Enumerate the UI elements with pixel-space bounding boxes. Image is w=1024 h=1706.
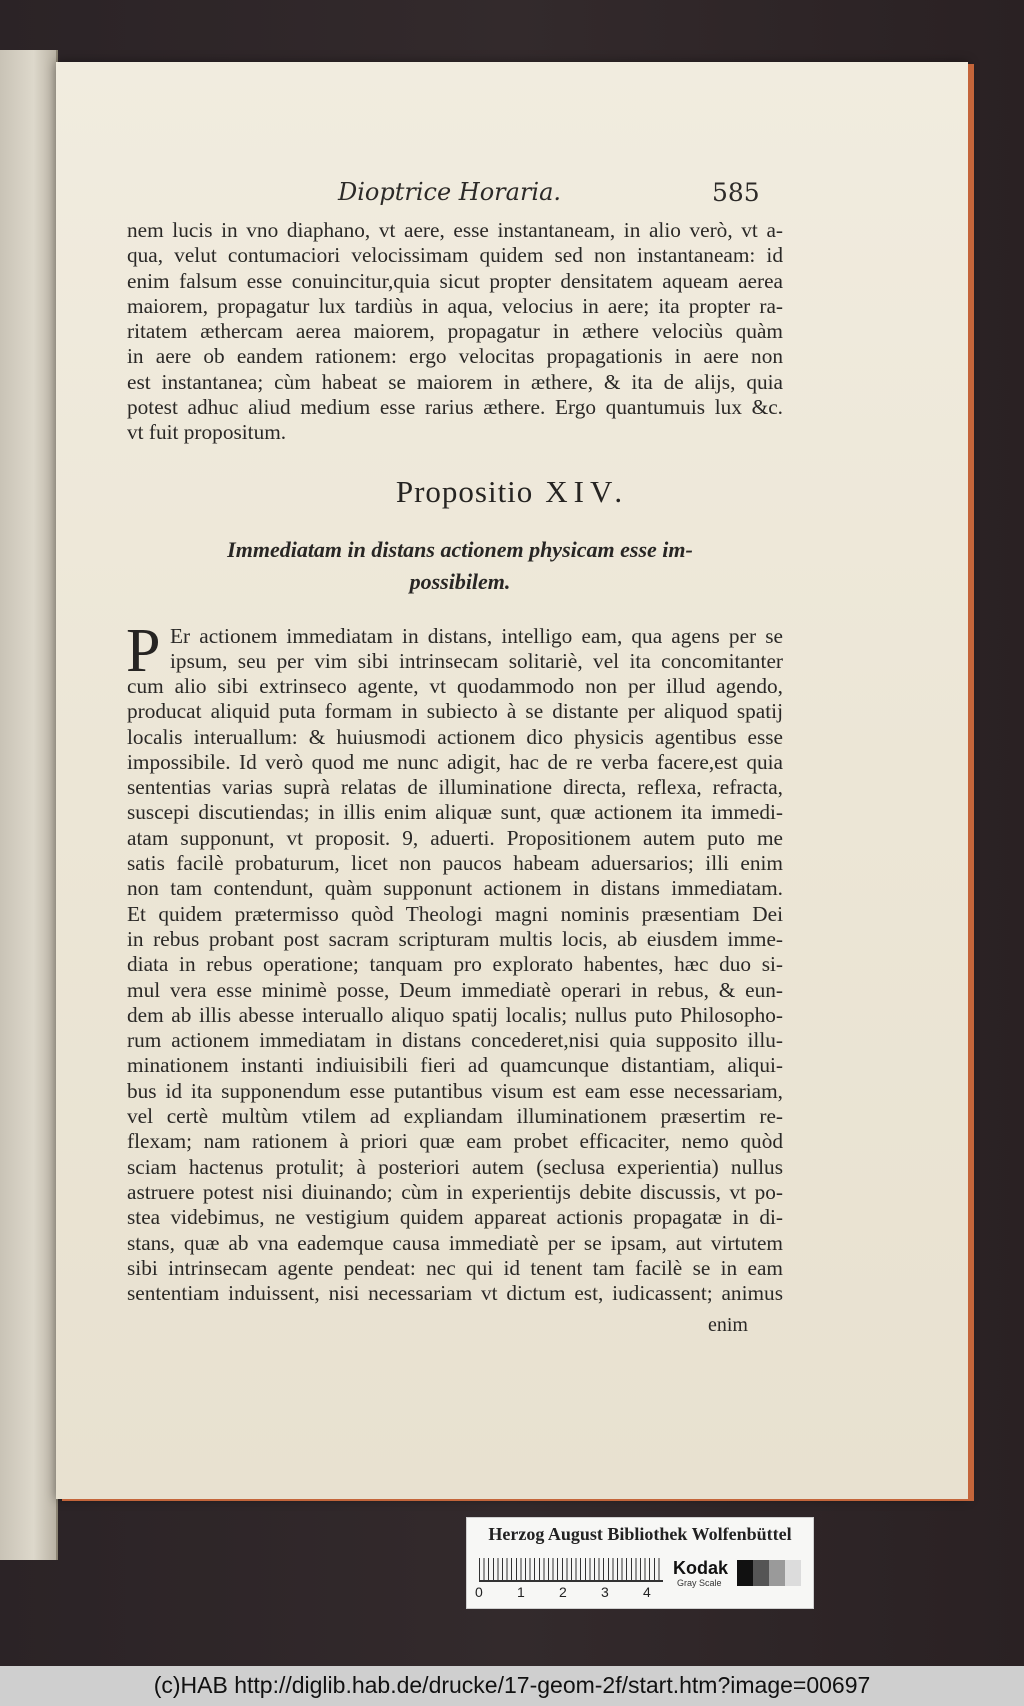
text-line: vel certè multùm vtilem ad expliandam illuminationem præsertim re- [127, 1104, 783, 1129]
kodak-logo: Kodak [673, 1558, 729, 1578]
text-line: flexam; nam rationem à priori quæ eam probet efficaciter, nemo quòd [127, 1129, 783, 1154]
gray-swatch-mid [769, 1560, 785, 1586]
paragraph-continuation [127, 218, 783, 446]
ruler-number: 1 [517, 1584, 525, 1600]
scale-ruler [479, 1558, 663, 1582]
text-line: minationem instanti indiuisibili fieri ad quamcunque distantiam, aliqui- [127, 1053, 783, 1078]
text-line: non tam contendunt, quàm supponunt actionem in distans immediatam. [127, 876, 783, 901]
text-line: sententias varias suprà relatas de illuminatione directa, reflexa, refracta, [127, 775, 783, 800]
text-line: rum actionem immediatam in distans concederet,nisi quia supposito illu- [127, 1028, 783, 1053]
text-line: bus id ita supponendum esse putantibus visum est eam esse necessariam, [127, 1078, 783, 1103]
ruler-number: 4 [643, 1584, 651, 1600]
ruler-number: 2 [559, 1584, 567, 1600]
proposition-statement [180, 534, 740, 598]
drop-capital: P [126, 617, 161, 685]
text-line: atam supponunt, vt proposit. 9, aduerti. Propositionem autem puto me [127, 825, 783, 850]
gray-scale-caption: Gray Scale [677, 1578, 722, 1588]
copyright-url: (c)HAB http://diglib.hab.de/drucke/17-geom-2f/start.htm?image=00697 [153, 1672, 871, 1698]
page-number: 585 [712, 178, 760, 207]
text-line: sibi intrinsecam agente pendeat: nec qui id tenent tam facilè se in eam [127, 1255, 783, 1280]
library-name: Herzog August Bibliothek Wolfenbüttel [488, 1524, 792, 1544]
library-color-label [466, 1517, 814, 1609]
running-head: Dioptrice Horaria. [338, 178, 562, 206]
proposition-number: XIV. [545, 474, 629, 509]
text-line: stea videbimus, ne vestigium quidem appareat actionis propagatæ in di- [127, 1205, 783, 1230]
paragraph-body [127, 674, 783, 1306]
ruler-number: 3 [601, 1584, 609, 1600]
text-line: suscepi discutiendas; in illis enim aliquæ sunt, quæ actionem ita immedi- [127, 800, 783, 825]
gray-swatch-dark [753, 1560, 769, 1586]
text-line: impossibile. Id verò quod me nunc adigit, hac de re verba facere,est quia [127, 749, 783, 774]
text-line: maiorem, propagatur lux tardiùs in aqua, velocius in aere; ita propter ra- [127, 293, 783, 318]
text-line: enim falsum esse conuincitur,quia sicut propter densitatem aqueam aerea [127, 268, 783, 293]
text-line: ritatem æthercam aerea maiorem, propagatur in æthere velociùs quàm [127, 319, 783, 344]
text-line: diata in rebus operatione; tanquam pro explorato habentes, hæc duo si- [127, 952, 783, 977]
gray-swatch-light [785, 1560, 801, 1586]
text-line: qua, velut contumaciori velocissimam quidem sed non instantaneam: id [127, 243, 783, 268]
text-line: dem ab illis abesse interuallo aliquo spatij localis; nullus puto Philosopho- [127, 1002, 783, 1027]
statement-line-1: Immediatam in distans actionem physicam esse im- [227, 537, 693, 562]
text-line: Et quidem prætermisso quòd Theologi magni nominis præsentiam Dei [127, 901, 783, 926]
text-line: mul vera esse minimè posse, Deum immediatè operari in rebus, & eun- [127, 977, 783, 1002]
text-line: Er actionem immediatam in distans, intelligo eam, qua agens per se [170, 624, 783, 648]
text-line: sententiam induissent, nisi necessariam vt dictum est, iudicassent; animus [127, 1281, 783, 1306]
statement-line-2: possibilem. [409, 569, 511, 594]
catchword: enim [708, 1314, 748, 1336]
text-line: est instantanea; cùm habeat se maiorem in æthere, & ita de alijs, quia [127, 369, 783, 394]
text-line: localis interuallum: & huiusmodi actionem dico physicis agentibus esse [127, 724, 783, 749]
text-line: in aere ob eandem rationem: ergo velocitas propagationis in aere non [127, 344, 783, 369]
text-line: stans, quæ ab vna eademque causa immediatè per se ipsam, aut virtutem [127, 1230, 783, 1255]
text-line: satis facilè probaturum, licet non paucos habeam aduersarios; illi enim [127, 851, 783, 876]
ruler-number: 0 [475, 1584, 483, 1600]
text-line: cum alio sibi extrinseco agente, vt quodammodo non per illud agendo, [127, 674, 783, 698]
proposition-heading [0, 474, 1024, 510]
text-line: potest adhuc aliud medium esse rarius æthere. Ergo quantumuis lux &c. [127, 395, 783, 420]
text-line: ipsum, seu per vim sibi intrinsecam solitariè, vel ita concomitanter [170, 649, 783, 674]
text-line: astruere potest nisi diuinando; cùm in experientijs debite discussis, vt po- [127, 1179, 783, 1204]
paragraph-opening [170, 624, 783, 675]
text-line: in rebus probant post sacram scripturam multis locis, ab eiusdem imme- [127, 926, 783, 951]
text-line: nem lucis in vno diaphano, vt aere, esse instantaneam, in alio verò, vt a- [127, 218, 783, 242]
text-line: vt fuit propositum. [127, 420, 287, 445]
proposition-label: Propositio [395, 474, 534, 509]
gray-swatch-black [737, 1560, 753, 1586]
text-line: sciam hactenus protulit; à posteriori autem (seclusa experientia) nullus [127, 1154, 783, 1179]
facing-page-edge [0, 50, 58, 1560]
text-line: producat aliquid puta formam in subiecto à se distante per aliquod spatij [127, 699, 783, 724]
